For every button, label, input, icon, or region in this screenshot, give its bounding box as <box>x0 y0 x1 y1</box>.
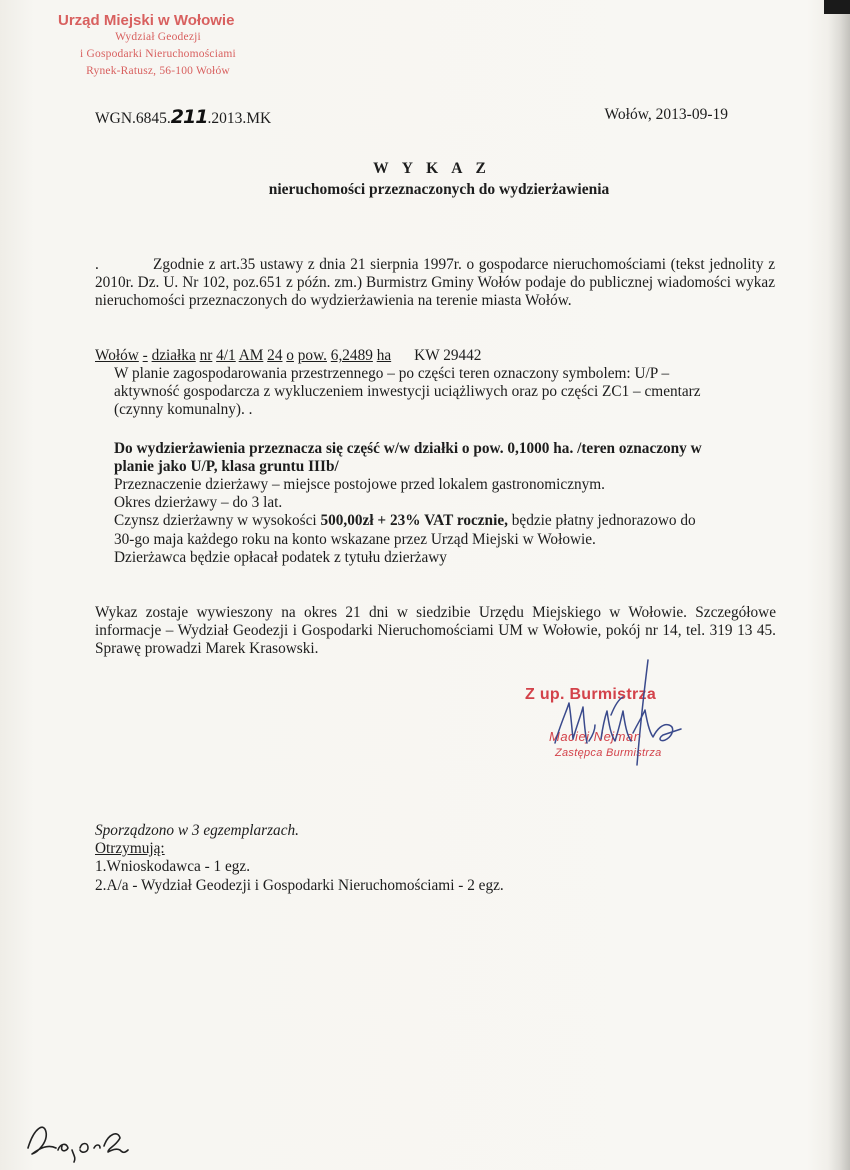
lease-rent-line-1 <box>114 512 774 530</box>
rent-text-before: Czynsz dzierżawny w wysokości <box>114 512 321 530</box>
reference-handwritten-number: 211 <box>170 106 208 128</box>
reference-prefix: WGN.6845. <box>95 110 171 127</box>
document-date: Wołów, 2013-09-19 <box>604 106 728 123</box>
lease-rent-line-2: 30-go maja każdego roku na konto wskazane przez Urząd Miejski w Wołowie. <box>114 530 596 548</box>
plot-number: 4/1 <box>216 347 236 364</box>
am-number: 24 <box>267 347 283 364</box>
department-line-1: Wydział Geodezji <box>115 31 201 43</box>
lease-period: Okres dzierżawy – do 3 lat. <box>114 494 283 512</box>
initials-signature <box>22 1118 132 1166</box>
office-letterhead <box>58 12 258 80</box>
nr-label: nr <box>199 347 213 364</box>
recipient-2: 2.A/a - Wydział Geodezji i Gospodarki Nieruchomościami - 2 egz. <box>95 876 504 894</box>
handwritten-signature <box>545 655 695 775</box>
office-address: Rynek-Ratusz, 56-100 Wołów <box>86 65 230 77</box>
intro-paragraph <box>95 256 775 311</box>
stamp-authority: Z up. Burmistrza <box>525 686 657 703</box>
lease-tax: Dzierżawca będzie opłacał podatek z tytułu dzierżawy <box>114 548 447 566</box>
intro-text: Zgodnie z art.35 ustawy z dnia 21 sierpnia 1997r. o gospodarce nieruchomościami (tekst jednolity z 2010r. Dz. U. Nr 102, poz.651 z późn. zm.) Burmistrz Gminy Wołów podaje do publicznej wiadomości wykaz nieruchomości przeznaczonych do wydzierżawienia na terenie miasta Wołów. <box>95 256 775 310</box>
department-line-2: i Gospodarki Nieruchomościami <box>80 48 236 60</box>
stamp-role: Zastępca Burmistrza <box>555 747 662 759</box>
reference-suffix: .2013.MK <box>207 110 272 127</box>
reference-number <box>95 106 271 128</box>
area-label: pow. <box>297 347 327 364</box>
recipients-label: Otrzymują: <box>95 840 165 858</box>
rent-text-after: będzie płatny jednorazowo do <box>507 512 696 530</box>
land-register-number: KW 29442 <box>414 347 482 364</box>
zoning-plan-paragraph <box>114 365 754 420</box>
intro-lead: . <box>95 256 99 273</box>
document-title: W Y K A Z <box>373 160 491 177</box>
lease-scope-line-2: planie jako U/P, klasa gruntu IIIb/ <box>114 458 339 476</box>
lease-scope-line-1: Do wydzierżawienia przeznacza się część w/w działki o pow. 0,1000 ha. /teren oznaczony w <box>114 440 702 457</box>
am-label: AM <box>238 347 264 364</box>
plan-line-1: W planie zagospodarowania przestrzennego – po części teren oznaczony symbolem: U/P – <box>114 365 670 382</box>
area-unit: ha <box>376 347 392 364</box>
scan-corner <box>824 0 850 14</box>
notice-paragraph: Wykaz zostaje wywieszony na okres 21 dni w siedzibie Urzędu Miejskiego w Wołowie. Szczegółowe informacje – Wydział Geodezji i Gospodarki Nieruchomościami UM w Wołowie, pokój nr 14, tel. 319 13 45. Sprawę prowadzi Marek Krasowski. <box>95 604 776 658</box>
office-name: Urząd Miejski w Wołowie <box>58 12 235 29</box>
lease-details <box>114 476 774 567</box>
plan-line-2: aktywność gospodarcza z wykluczeniem inwestycji uciążliwych oraz po części ZC1 – cmentarz <box>114 383 701 401</box>
plot-label: działka <box>151 347 196 364</box>
area-value: 6,2489 <box>330 347 373 364</box>
lease-purpose: Przeznaczenie dzierżawy – miejsce postojowe przed lokalem gastronomicznym. <box>114 476 606 493</box>
plan-line-3: (czynny komunalny). . <box>114 401 253 419</box>
rent-amount: 500,00zł + 23% VAT rocznie, <box>320 512 508 530</box>
document-subtitle: nieruchomości przeznaczonych do wydzierżawienia <box>268 181 610 198</box>
lease-scope-paragraph <box>114 440 764 476</box>
o-label: o <box>286 347 294 364</box>
property-location: Wołów <box>95 347 139 364</box>
property-dash: - <box>142 347 148 364</box>
property-line <box>95 347 775 365</box>
recipient-1: 1.Wnioskodawca - 1 egz. <box>95 858 251 876</box>
copies-made: Sporządzono w 3 egzemplarzach. <box>95 822 299 839</box>
stamp-name: Maciej Nejman <box>549 729 642 744</box>
copies-section <box>95 822 695 895</box>
